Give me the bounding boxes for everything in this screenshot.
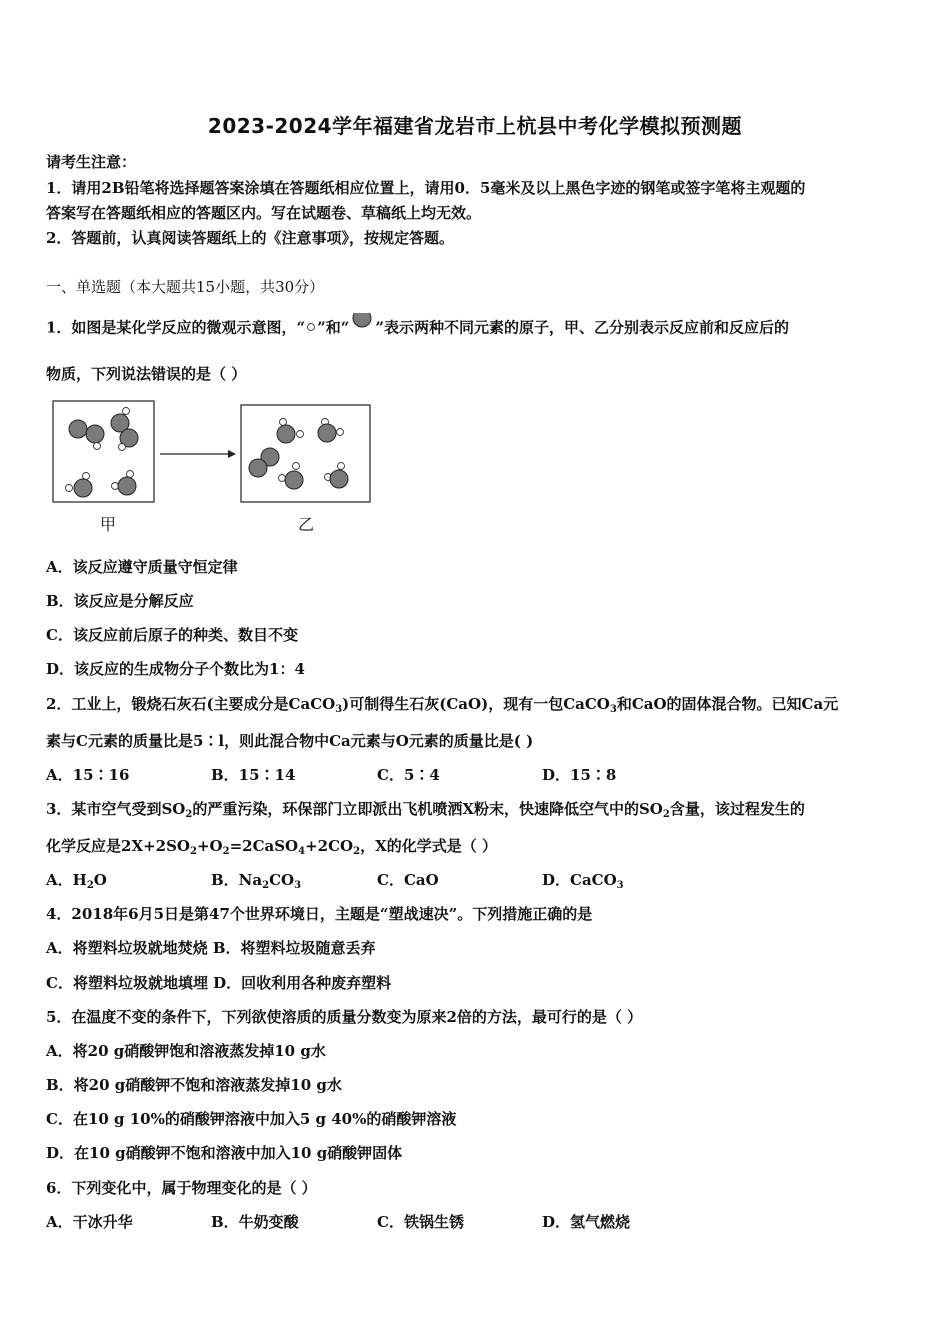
q1-stem-line-1 [46, 313, 789, 344]
q3-stem-line-2 [46, 836, 497, 856]
q5-option-d: D．在10 g硝酸钾不饱和溶液中加入10 g硝酸钾固体 [46, 1144, 403, 1162]
q3-eq-sub-c: 4 [298, 846, 306, 857]
notice-item-1-line-2: 答案写在答题纸相应的答题区内。写在试题卷、草稿纸上均无效。 [46, 204, 482, 222]
q1-stem-part-a: 1．如图是某化学反应的微观示意图，“ [46, 318, 306, 337]
q2-option-a: A．15∶16 [46, 766, 130, 784]
q3-eq-b: +O [196, 837, 223, 855]
page-title: 2023-2024学年福建省龙岩市上杭县中考化学模拟预测题 [207, 114, 743, 138]
q4-options-row-2: C．将塑料垃圾就地填埋 D．回收利用各种废弃塑料 [46, 974, 392, 992]
q1-option-d: D．该反应的生成物分子个数比为1：4 [46, 660, 305, 678]
q1-option-c: C．该反应前后原子的种类、数目不变 [46, 626, 298, 644]
q3-eq-sub-a: 2 [189, 846, 197, 857]
reaction-diagram [50, 398, 380, 522]
q6-option-b: B．牛奶变酸 [211, 1213, 299, 1231]
q1-option-b: B．该反应是分解反应 [46, 592, 194, 610]
q3-eq-e: ，X的化学式是（ ） [360, 837, 497, 855]
q2-text-c: 和CaO的固体混合物。已知Ca元 [616, 695, 839, 713]
q2-option-c: C．5∶4 [377, 766, 440, 784]
q2-option-b: B．15∶14 [211, 766, 296, 784]
notice-heading: 请考生注意： [46, 153, 137, 171]
q3-option-a: A．$H_2O$ [46, 871, 107, 891]
q3-eq-d: +2CO [305, 837, 354, 855]
q5-option-a: A．将20 g硝酸钾饱和溶液蒸发掉10 g水 [46, 1042, 326, 1060]
q3-option-d: D．CaCO$_3$ [542, 871, 624, 891]
section-heading: 一、单选题（本大题共15小题，共30分） [46, 278, 325, 296]
q3-eq-sub-d: 2 [353, 846, 361, 857]
q3-option-c: C．CaO [377, 871, 439, 889]
dark-atom-icon [349, 313, 375, 344]
notice-item-2: 2．答题前，认真阅读答题纸上的《注意事项》，按规定答题。 [46, 229, 454, 247]
before-molecules [66, 408, 139, 498]
q6-option-a: A．干冰升华 [46, 1213, 133, 1231]
q6-stem: 6．下列变化中，属于物理变化的是（ ） [46, 1179, 317, 1197]
q2-stem-line-2: 素与C元素的质量比是5∶l，则此混合物中Ca元素与O元素的质量比是( ) [46, 732, 534, 750]
q1-stem-line-2: 物质，下列说法错误的是（ ） [46, 365, 247, 383]
q2-sub-b: 3 [609, 704, 617, 715]
q5-stem: 5．在温度不变的条件下，下列欲使溶质的质量分数变为原来2倍的方法，最可行的是（ ） [46, 1008, 643, 1026]
notice-item-1-line-1: 1．请用2B铅笔将选择题答案涂填在答题纸相应位置上，请用0．5毫米及以上黑色字迹的钢笔或签字笔将主观题的 [46, 179, 806, 197]
q3-sub-a: 2 [185, 809, 193, 820]
q6-option-d: D．氢气燃烧 [542, 1213, 631, 1231]
q3-stem-line-1 [46, 799, 805, 819]
q2-sub-a: 3 [335, 704, 343, 715]
q3-text-b: 的严重污染，环保部门立即派出飞机喷洒X粉末，快速降低空气中的SO [192, 800, 663, 818]
q3-eq-sub-b: 2 [222, 846, 230, 857]
q2-text-b: )可制得生石灰(CaO)，现有一包CaCO [342, 695, 610, 713]
q1-option-a: A．该反应遵守质量守恒定律 [46, 558, 238, 576]
q3-text-c: 含量，该过程发生的 [669, 800, 805, 818]
light-atom-icon [305, 319, 317, 339]
q3-eq-a: 化学反应是2X+2SO [46, 837, 190, 855]
after-box [241, 405, 370, 502]
after-molecules [249, 419, 348, 490]
diagram-caption-after: 乙 [298, 515, 315, 534]
reaction-diagram-svg [50, 398, 380, 518]
q5-option-c: C．在10 g 10%的硝酸钾溶液中加入5 g 40%的硝酸钾溶液 [46, 1110, 457, 1128]
q2-option-d: D．15∶8 [542, 766, 617, 784]
q4-options-row-1: A．将塑料垃圾就地焚烧 B．将塑料垃圾随意丢弃 [46, 939, 376, 957]
q3-sub-b: 2 [662, 809, 670, 820]
q1-stem-part-c: ”表示两种不同元素的原子，甲、乙分别表示反应前和反应后的 [375, 318, 789, 337]
q6-option-c: C．铁锅生锈 [377, 1213, 464, 1231]
q2-stem-line-1 [46, 694, 838, 714]
diagram-caption-before: 甲 [100, 515, 117, 534]
reaction-arrow-icon [160, 450, 236, 458]
q2-text-a: 2．工业上，锻烧石灰石(主要成分是CaCO [46, 695, 336, 713]
q1-stem-part-b: ”和“ [317, 318, 350, 337]
q3-eq-c: =2CaSO [229, 837, 299, 855]
q5-option-b: B．将20 g硝酸钾不饱和溶液蒸发掉10 g水 [46, 1076, 342, 1094]
q4-stem: 4．2018年6月5日是第47个世界环境日，主题是“塑战速决”。下列措施正确的是 [46, 905, 593, 923]
q3-option-b: B．$Na_2CO_3$ [211, 871, 302, 891]
q3-text-a: 3．某市空气受到SO [46, 800, 186, 818]
